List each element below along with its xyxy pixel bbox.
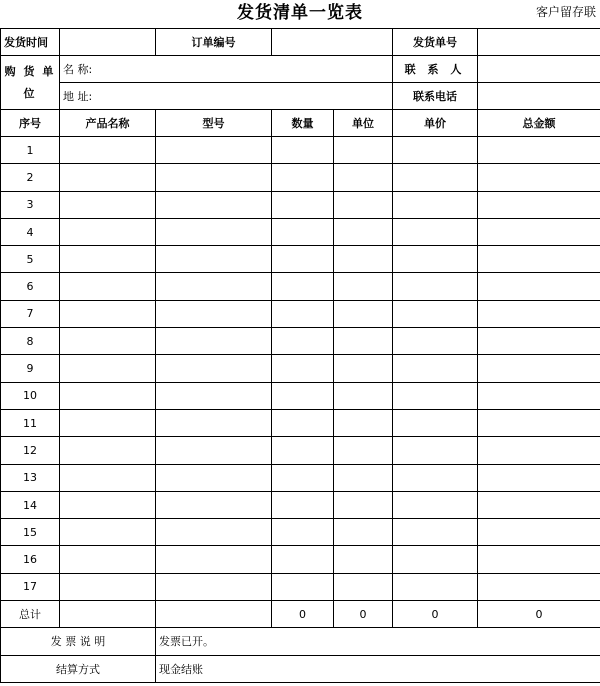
table-row	[1, 355, 600, 382]
col-header-unit: 单位	[334, 110, 393, 137]
item-quantity-cell[interactable]	[272, 464, 334, 491]
item-model-cell[interactable]	[156, 546, 272, 573]
row-index: 13	[1, 464, 60, 491]
item-model-cell[interactable]	[156, 519, 272, 546]
item-amount-cell[interactable]	[478, 246, 600, 273]
row-index: 15	[1, 519, 60, 546]
contact-label: 联 系 人	[393, 56, 478, 83]
ship-time-value[interactable]	[60, 29, 156, 56]
table-row	[1, 300, 600, 327]
item-model-cell[interactable]	[156, 355, 272, 382]
table-row	[1, 328, 600, 355]
item-amount-cell[interactable]	[478, 573, 600, 600]
item-model-cell[interactable]	[156, 218, 272, 245]
invoice-label: 发 票 说 明	[1, 628, 156, 655]
buyer-label	[1, 56, 60, 110]
item-amount-cell[interactable]	[478, 519, 600, 546]
item-product-cell[interactable]	[60, 519, 156, 546]
totals-unit-price: 0	[393, 601, 478, 628]
table-row	[1, 218, 600, 245]
invoice-row	[1, 628, 600, 655]
item-unit-price-cell[interactable]	[393, 191, 478, 218]
item-quantity-cell[interactable]	[272, 218, 334, 245]
item-quantity-cell[interactable]	[272, 273, 334, 300]
item-rows	[1, 137, 600, 601]
item-model-cell[interactable]	[156, 491, 272, 518]
item-amount-cell[interactable]	[478, 464, 600, 491]
item-model-cell[interactable]	[156, 164, 272, 191]
row-index: 2	[1, 164, 60, 191]
item-product-cell[interactable]	[60, 328, 156, 355]
name-label: 名 称:	[63, 63, 93, 76]
item-unit-cell[interactable]	[334, 246, 393, 273]
item-quantity-cell[interactable]	[272, 409, 334, 436]
order-no-label: 订单编号	[156, 29, 272, 56]
item-quantity-cell[interactable]	[272, 164, 334, 191]
item-unit-cell[interactable]	[334, 464, 393, 491]
item-product-cell[interactable]	[60, 164, 156, 191]
item-product-cell[interactable]	[60, 191, 156, 218]
table-row	[1, 137, 600, 164]
item-amount-cell[interactable]	[478, 218, 600, 245]
item-quantity-cell[interactable]	[272, 519, 334, 546]
item-quantity-cell[interactable]	[272, 300, 334, 327]
item-amount-cell[interactable]	[478, 355, 600, 382]
item-unit-cell[interactable]	[334, 573, 393, 600]
order-no-value[interactable]	[272, 29, 393, 56]
col-header-unit-price: 单价	[393, 110, 478, 137]
item-unit-price-cell[interactable]	[393, 273, 478, 300]
totals-amount: 0	[478, 601, 600, 628]
row-index: 1	[1, 137, 60, 164]
totals-label: 总计	[1, 601, 60, 628]
item-amount-cell[interactable]	[478, 491, 600, 518]
item-amount-cell[interactable]	[478, 300, 600, 327]
shipping-list-table	[0, 28, 600, 683]
table-row	[1, 382, 600, 409]
payment-label: 结算方式	[1, 655, 156, 682]
item-quantity-cell[interactable]	[272, 328, 334, 355]
item-product-cell[interactable]	[60, 409, 156, 436]
item-amount-cell[interactable]	[478, 328, 600, 355]
totals-unit: 0	[334, 601, 393, 628]
row-index: 9	[1, 355, 60, 382]
item-product-cell[interactable]	[60, 218, 156, 245]
item-unit-cell[interactable]	[334, 273, 393, 300]
col-header-amount: 总金额	[478, 110, 600, 137]
item-unit-cell[interactable]	[334, 491, 393, 518]
table-row	[1, 491, 600, 518]
col-header-model: 型号	[156, 110, 272, 137]
phone-value[interactable]	[478, 83, 600, 110]
item-quantity-cell[interactable]	[272, 382, 334, 409]
item-unit-cell[interactable]	[334, 137, 393, 164]
row-index: 17	[1, 573, 60, 600]
item-unit-cell[interactable]	[334, 409, 393, 436]
item-unit-price-cell[interactable]	[393, 573, 478, 600]
row-index: 14	[1, 491, 60, 518]
item-quantity-cell[interactable]	[272, 437, 334, 464]
item-unit-price-cell[interactable]	[393, 355, 478, 382]
item-amount-cell[interactable]	[478, 164, 600, 191]
item-product-cell[interactable]	[60, 491, 156, 518]
item-model-cell[interactable]	[156, 464, 272, 491]
item-model-cell[interactable]	[156, 273, 272, 300]
item-product-cell[interactable]	[60, 464, 156, 491]
address-label: 地 址:	[63, 90, 93, 103]
item-product-cell[interactable]	[60, 300, 156, 327]
item-product-cell[interactable]	[60, 246, 156, 273]
item-unit-price-cell[interactable]	[393, 328, 478, 355]
item-unit-price-cell[interactable]	[393, 491, 478, 518]
item-unit-price-cell[interactable]	[393, 382, 478, 409]
totals-row	[1, 601, 600, 628]
table-row	[1, 246, 600, 273]
item-model-cell[interactable]	[156, 300, 272, 327]
totals-model	[156, 601, 272, 628]
item-product-cell[interactable]	[60, 382, 156, 409]
item-product-cell[interactable]	[60, 437, 156, 464]
table-row	[1, 191, 600, 218]
totals-product	[60, 601, 156, 628]
item-model-cell[interactable]	[156, 573, 272, 600]
row-index: 5	[1, 246, 60, 273]
item-amount-cell[interactable]	[478, 382, 600, 409]
item-product-cell[interactable]	[60, 137, 156, 164]
item-quantity-cell[interactable]	[272, 191, 334, 218]
item-product-cell[interactable]	[60, 273, 156, 300]
buyer-label-line2: 位	[23, 86, 37, 100]
item-product-cell[interactable]	[60, 546, 156, 573]
table-row	[1, 273, 600, 300]
item-unit-cell[interactable]	[334, 328, 393, 355]
item-product-cell[interactable]	[60, 573, 156, 600]
copy-label: 客户留存联	[535, 5, 596, 19]
item-model-cell[interactable]	[156, 137, 272, 164]
item-unit-cell[interactable]	[334, 355, 393, 382]
info-row-name	[1, 56, 600, 83]
item-unit-price-cell[interactable]	[393, 519, 478, 546]
table-row	[1, 164, 600, 191]
row-index: 7	[1, 300, 60, 327]
ship-no-value[interactable]	[478, 29, 600, 56]
item-quantity-cell[interactable]	[272, 573, 334, 600]
phone-label: 联系电话	[393, 83, 478, 110]
item-unit-cell[interactable]	[334, 164, 393, 191]
item-model-cell[interactable]	[156, 409, 272, 436]
item-unit-price-cell[interactable]	[393, 546, 478, 573]
table-row	[1, 519, 600, 546]
info-row-ship	[1, 29, 600, 56]
row-index: 10	[1, 382, 60, 409]
item-unit-cell[interactable]	[334, 191, 393, 218]
item-quantity-cell[interactable]	[272, 546, 334, 573]
item-product-cell[interactable]	[60, 355, 156, 382]
row-index: 4	[1, 218, 60, 245]
item-amount-cell[interactable]	[478, 437, 600, 464]
item-unit-price-cell[interactable]	[393, 409, 478, 436]
col-header-quantity: 数量	[272, 110, 334, 137]
table-row	[1, 437, 600, 464]
row-index: 12	[1, 437, 60, 464]
item-unit-cell[interactable]	[334, 382, 393, 409]
item-amount-cell[interactable]	[478, 273, 600, 300]
buyer-name-field[interactable]	[60, 56, 393, 83]
item-unit-cell[interactable]	[334, 218, 393, 245]
item-unit-cell[interactable]	[334, 546, 393, 573]
ship-time-label: 发货时间	[1, 29, 60, 56]
item-unit-cell[interactable]	[334, 519, 393, 546]
item-model-cell[interactable]	[156, 191, 272, 218]
row-index: 6	[1, 273, 60, 300]
row-index: 3	[1, 191, 60, 218]
item-quantity-cell[interactable]	[272, 491, 334, 518]
payment-row	[1, 655, 600, 682]
col-header-product: 产品名称	[60, 110, 156, 137]
item-unit-price-cell[interactable]	[393, 464, 478, 491]
ship-no-label: 发货单号	[393, 29, 478, 56]
item-amount-cell[interactable]	[478, 409, 600, 436]
item-unit-price-cell[interactable]	[393, 246, 478, 273]
table-row	[1, 464, 600, 491]
contact-value[interactable]	[478, 56, 600, 83]
info-row-address	[1, 83, 600, 110]
totals-quantity: 0	[272, 601, 334, 628]
item-unit-price-cell[interactable]	[393, 300, 478, 327]
invoice-value[interactable]: 发票已开。	[156, 628, 600, 655]
item-quantity-cell[interactable]	[272, 246, 334, 273]
item-amount-cell[interactable]	[478, 137, 600, 164]
item-amount-cell[interactable]	[478, 546, 600, 573]
item-unit-price-cell[interactable]	[393, 437, 478, 464]
table-row	[1, 409, 600, 436]
item-quantity-cell[interactable]	[272, 137, 334, 164]
item-amount-cell[interactable]	[478, 191, 600, 218]
item-model-cell[interactable]	[156, 382, 272, 409]
item-unit-price-cell[interactable]	[393, 164, 478, 191]
buyer-address-field[interactable]	[60, 83, 393, 110]
item-unit-cell[interactable]	[334, 437, 393, 464]
payment-value[interactable]: 现金结账	[156, 655, 600, 682]
row-index: 16	[1, 546, 60, 573]
item-model-cell[interactable]	[156, 437, 272, 464]
item-model-cell[interactable]	[156, 246, 272, 273]
item-unit-cell[interactable]	[334, 300, 393, 327]
table-row	[1, 573, 600, 600]
item-unit-price-cell[interactable]	[393, 218, 478, 245]
column-header-row	[1, 110, 600, 137]
table-row	[1, 546, 600, 573]
page-title: 发货清单一览表	[237, 3, 363, 23]
row-index: 11	[1, 409, 60, 436]
buyer-label-line1: 购 货 单	[4, 64, 56, 78]
item-unit-price-cell[interactable]	[393, 137, 478, 164]
item-model-cell[interactable]	[156, 328, 272, 355]
item-quantity-cell[interactable]	[272, 355, 334, 382]
col-header-index: 序号	[1, 110, 60, 137]
row-index: 8	[1, 328, 60, 355]
